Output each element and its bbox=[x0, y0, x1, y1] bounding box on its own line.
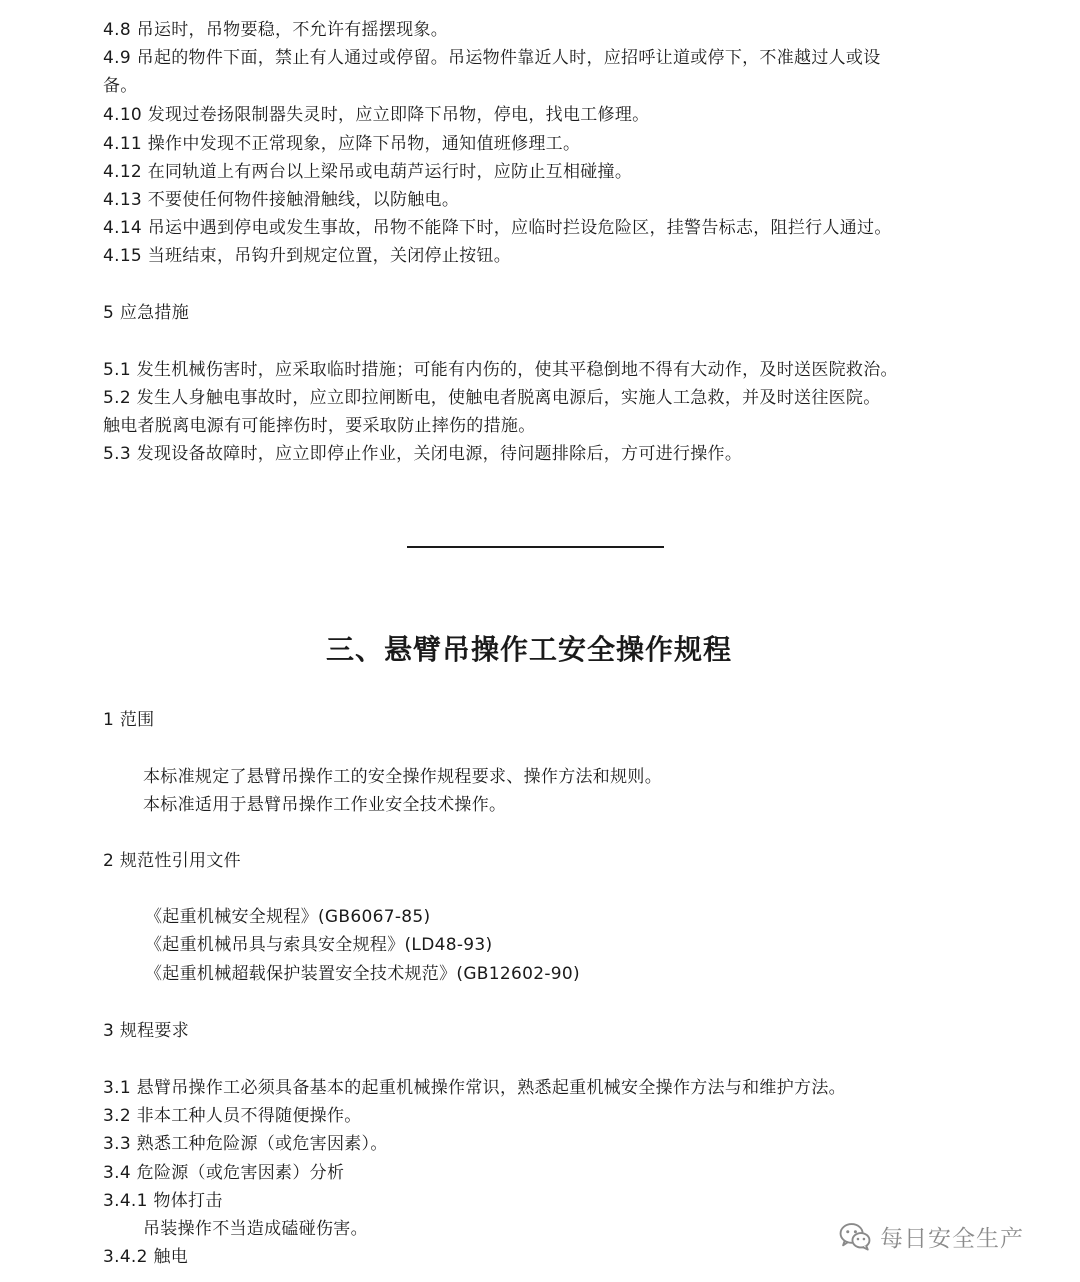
wechat-icon bbox=[838, 1219, 872, 1253]
watermark bbox=[838, 1218, 1024, 1254]
reference-1: 《起重机械安全规程》(GB6067-85) bbox=[145, 907, 431, 927]
clause-3-1: 3.1 悬臂吊操作工必须具备基本的起重机械操作常识，熟悉起重机械安全操作方法与和维护方法。 bbox=[103, 1078, 846, 1098]
section-3-heading: 3 规程要求 bbox=[103, 1021, 190, 1041]
clause-3-4-2: 3.4.2 触电 bbox=[103, 1247, 189, 1267]
section-1-heading: 1 范围 bbox=[103, 710, 155, 730]
section-divider bbox=[407, 546, 664, 548]
clause-4-13: 4.13 不要使任何物件接触滑触线，以防触电。 bbox=[103, 190, 460, 210]
clause-4-14: 4.14 吊运中遇到停电或发生事故，吊物不能降下时，应临时拦设危险区，挂警告标志，阻拦行人通过。 bbox=[103, 218, 892, 238]
clause-3-3: 3.3 熟悉工种危险源（或危害因素）。 bbox=[103, 1134, 388, 1154]
clause-5-3: 5.3 发现设备故障时，应立即停止作业，关闭电源，待问题排除后，方可进行操作。 bbox=[103, 444, 743, 464]
clause-4-9-cont: 备。 bbox=[103, 76, 138, 96]
clause-4-10: 4.10 发现过卷扬限制器失灵时，应立即降下吊物，停电，找电工修理。 bbox=[103, 105, 650, 125]
clause-3-4: 3.4 危险源（或危害因素）分析 bbox=[103, 1163, 345, 1183]
scope-line-1: 本标准规定了悬臂吊操作工的安全操作规程要求、操作方法和规则。 bbox=[143, 767, 662, 787]
clause-4-12: 4.12 在同轨道上有两台以上梁吊或电葫芦运行时，应防止互相碰撞。 bbox=[103, 162, 633, 182]
clause-4-9: 4.9 吊起的物件下面，禁止有人通过或停留。吊运物件靠近人时，应招呼让道或停下，不准越过人或设 bbox=[103, 48, 881, 68]
clause-4-11: 4.11 操作中发现不正常现象，应降下吊物，通知值班修理工。 bbox=[103, 134, 581, 154]
clause-3-4-1: 3.4.1 物体打击 bbox=[103, 1191, 223, 1211]
section-5-heading: 5 应急措施 bbox=[103, 303, 190, 323]
watermark-text: 每日安全生产 bbox=[880, 1225, 1024, 1252]
section-2-heading: 2 规范性引用文件 bbox=[103, 851, 241, 871]
reference-2: 《起重机械吊具与索具安全规程》(LD48-93) bbox=[145, 935, 493, 955]
clause-3-4-1-text: 吊装操作不当造成磕碰伤害。 bbox=[143, 1219, 368, 1239]
reference-3: 《起重机械超载保护装置安全技术规范》(GB12602-90) bbox=[145, 964, 580, 984]
clause-4-8: 4.8 吊运时，吊物要稳，不允许有摇摆现象。 bbox=[103, 20, 449, 40]
document-title: 三、悬臂吊操作工安全操作规程 bbox=[325, 633, 732, 666]
clause-5-2: 5.2 发生人身触电事故时，应立即拉闸断电，使触电者脱离电源后，实施人工急救，并及时送往医院。 bbox=[103, 388, 881, 408]
scope-line-2: 本标准适用于悬臂吊操作工作业安全技术操作。 bbox=[143, 795, 507, 815]
clause-4-15: 4.15 当班结束，吊钩升到规定位置，关闭停止按钮。 bbox=[103, 246, 512, 266]
clause-5-2-cont: 触电者脱离电源有可能摔伤时，要采取防止摔伤的措施。 bbox=[103, 416, 536, 436]
clause-3-2: 3.2 非本工种人员不得随便操作。 bbox=[103, 1106, 362, 1126]
clause-5-1: 5.1 发生机械伤害时，应采取临时措施；可能有内伤的，使其平稳倒地不得有大动作，及时送医院救治。 bbox=[103, 360, 898, 380]
